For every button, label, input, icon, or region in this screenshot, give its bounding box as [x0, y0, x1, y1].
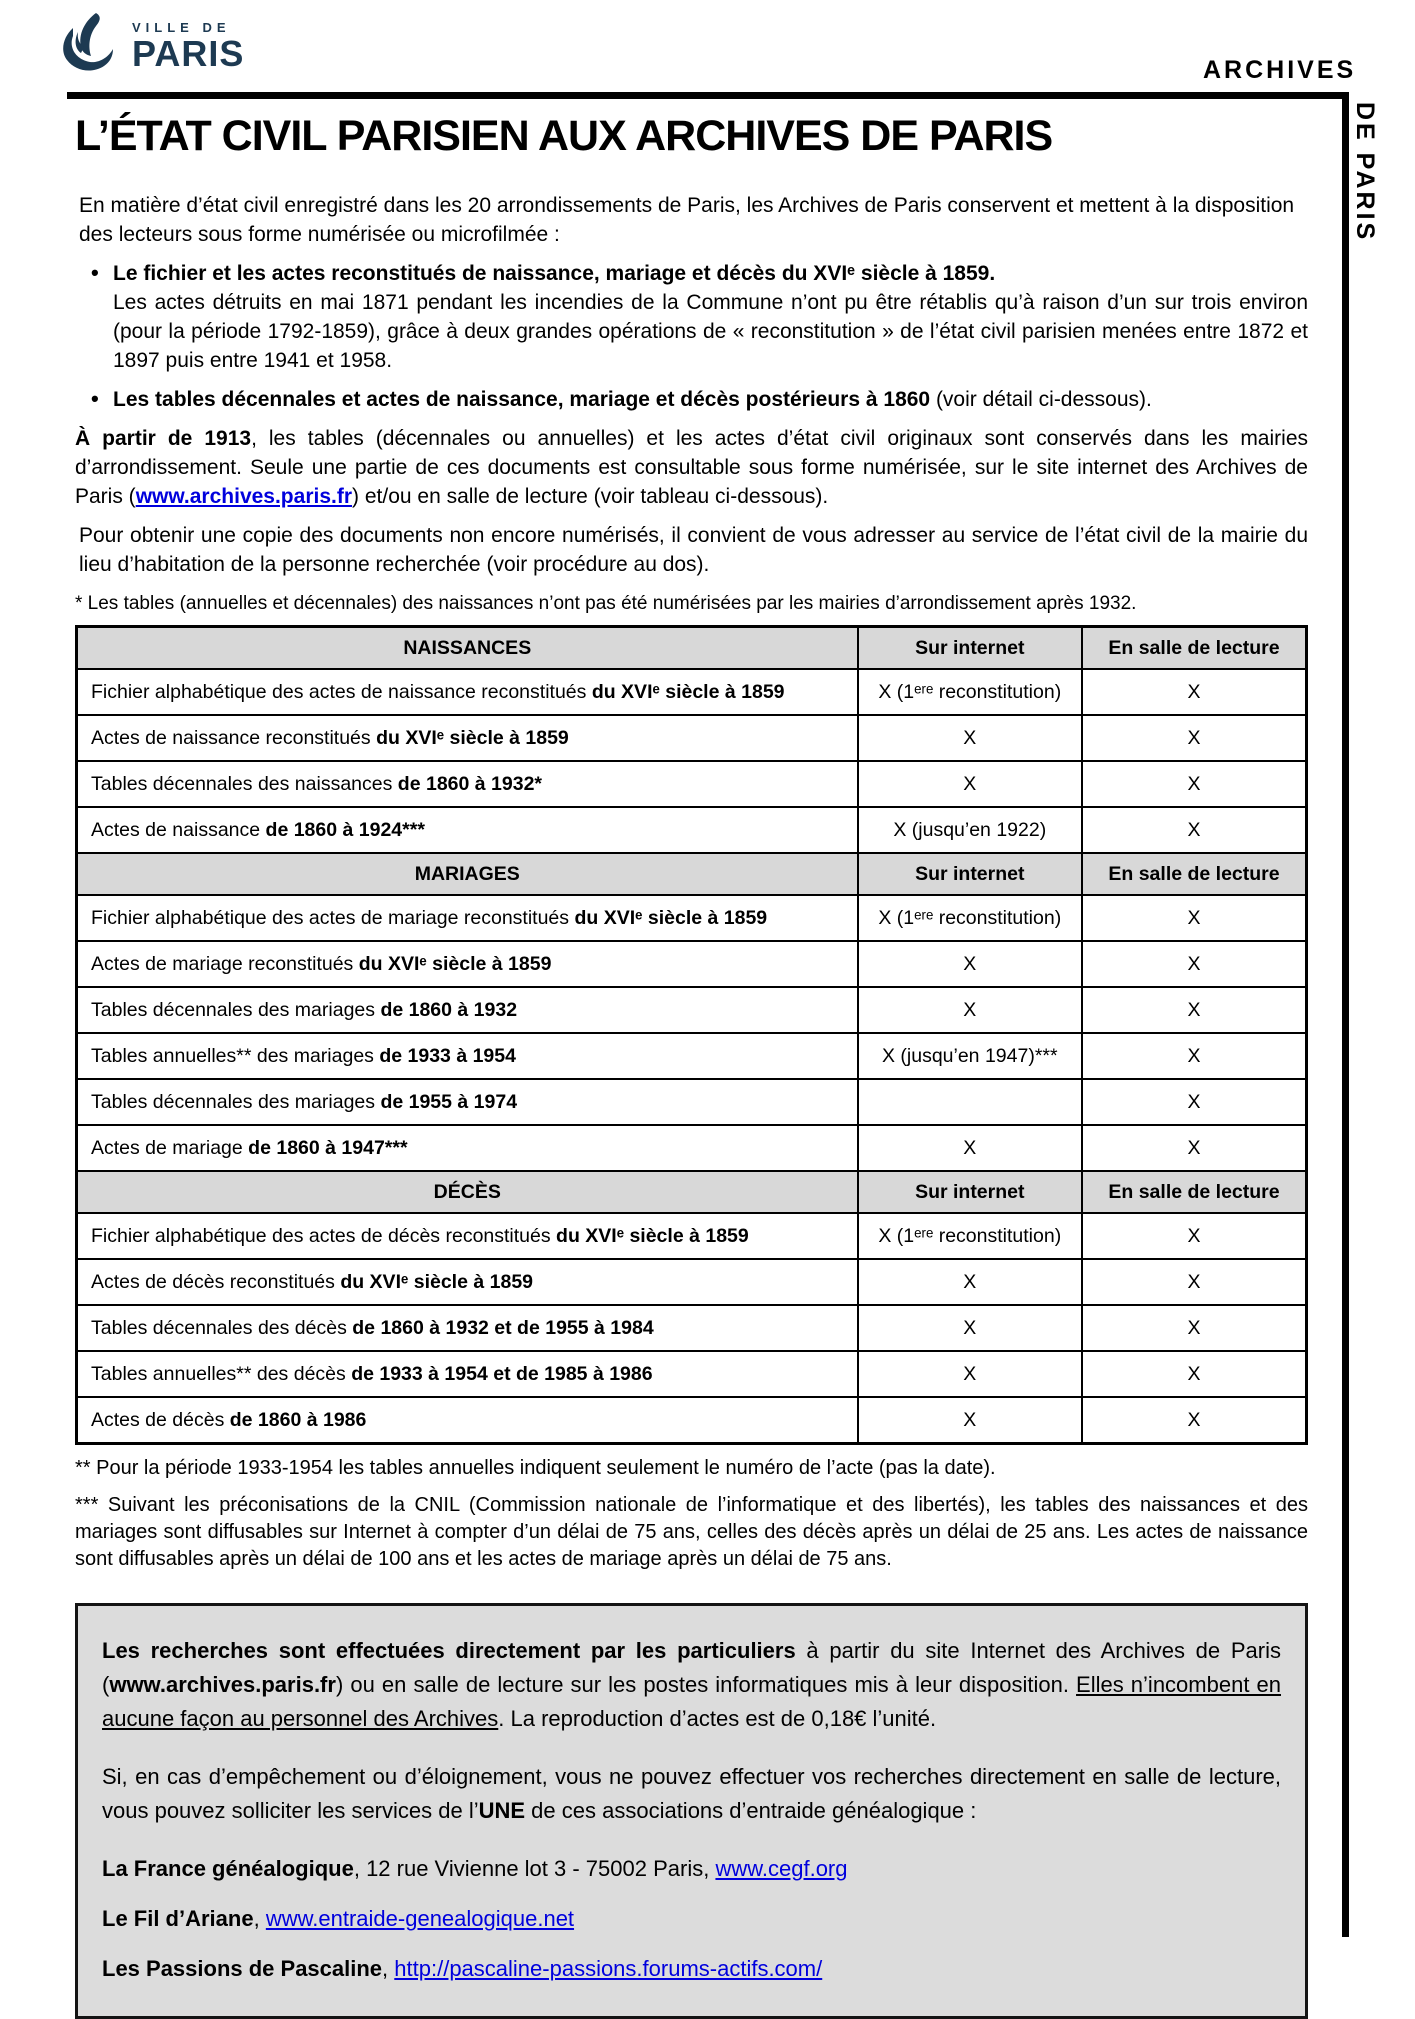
- row-label: Actes de décès reconstitués du XVIᵉ siècle à 1859: [77, 1259, 858, 1305]
- table-row: [77, 1351, 1307, 1397]
- cell-salle: X: [1082, 807, 1306, 853]
- cell-salle: X: [1082, 1305, 1306, 1351]
- info-recherches-text2: ) ou en salle de lecture sur les postes informatiques mis à leur disposition.: [335, 1672, 1077, 1697]
- cell-salle: X: [1082, 1351, 1306, 1397]
- bullet-reconstitues: [89, 259, 1308, 375]
- paragraph-1913-text-end: ) et/ou en salle de lecture (voir tableau ci-dessous).: [352, 485, 829, 508]
- cell-salle: X: [1082, 1033, 1306, 1079]
- column-header-salle: En salle de lecture: [1082, 627, 1306, 670]
- ville-de-paris-logo: [58, 12, 244, 73]
- cell-internet: X: [858, 941, 1082, 987]
- cell-salle: X: [1082, 761, 1306, 807]
- section-header-deces: [77, 1171, 1307, 1213]
- cell-salle: X: [1082, 987, 1306, 1033]
- row-label: Fichier alphabétique des actes de décès reconstitués du XVIᵉ siècle à 1859: [77, 1213, 858, 1259]
- footnote-triple-star: *** Suivant les préconisations de la CNIL (Commission nationale de l’informatique et des libertés), les tables des naissances et des mariages sont diffusables sur Internet à compter d’un délai de 75 ans, celles des décès après un délai de 25 ans. Les actes de naissance sont diffusables après un délai de 100 ans et les actes de mariage après un délai de 75 ans.: [75, 1494, 1308, 1570]
- cell-internet: X (jusqu’en 1922): [858, 807, 1082, 853]
- association-sep: ,: [382, 1956, 395, 1981]
- table-row: [77, 987, 1307, 1033]
- info-recherches-text: à partir du site Internet des Archives de Paris (: [102, 1638, 1281, 1697]
- cell-internet: X (jusqu’en 1947)***: [858, 1033, 1082, 1079]
- cell-salle: X: [1082, 1397, 1306, 1444]
- row-label: Tables annuelles** des décès de 1933 à 1954 et de 1985 à 1986: [77, 1351, 858, 1397]
- archives-paris-link[interactable]: www.archives.paris.fr: [135, 485, 353, 508]
- ville-de-paris-boat-icon: [58, 12, 122, 72]
- table-row: [77, 715, 1307, 761]
- cell-internet: X: [858, 1125, 1082, 1171]
- cell-internet: X: [858, 715, 1082, 761]
- logo-text: [132, 12, 244, 73]
- table-row: [77, 1125, 1307, 1171]
- cell-salle: X: [1082, 1079, 1306, 1125]
- info-recherches-lead: Les recherches sont effectuées directement par les particuliers: [102, 1638, 796, 1663]
- info-underline-clause: Elles n’incombent en aucune façon au personnel des Archives: [102, 1672, 1281, 1731]
- bullet-reconstitues-text: Les actes détruits en mai 1871 pendant les incendies de la Commune n’ont pu être rétablis qu’à raison d’un sur trois environ (pour la période 1792-1859), grâce à deux grandes opérations de « reconstitution » de l’état civil parisien menées entre 1872 et 1897 puis entre 1941 et 1958.: [113, 291, 1308, 372]
- cell-salle: X: [1082, 1259, 1306, 1305]
- info-box: [75, 1603, 1308, 2019]
- bullet-posterieurs-lead: Les tables décennales et actes de naissance, mariage et décès postérieurs à 1860: [113, 388, 931, 411]
- archives-wordmark: ARCHIVES: [1203, 56, 1357, 84]
- row-label: Tables décennales des mariages de 1860 à 1932: [77, 987, 858, 1033]
- table-row: [77, 1213, 1307, 1259]
- entraide-genealogique-link[interactable]: www.entraide-genealogique.net: [265, 1906, 575, 1931]
- bullet-posterieurs-text: (voir détail ci-dessous).: [930, 388, 1152, 411]
- cell-salle: X: [1082, 715, 1306, 761]
- intro-paragraph: En matière d’état civil enregistré dans les 20 arrondissements de Paris, les Archives de Paris conservent et mettent à la disposition des lecteurs sous forme numérisée ou microfilmée :: [79, 194, 1295, 246]
- logo-paris: PARIS: [132, 33, 245, 74]
- row-label: Fichier alphabétique des actes de naissance reconstitués du XVIᵉ siècle à 1859: [77, 669, 858, 715]
- cell-internet: X: [858, 1305, 1082, 1351]
- paragraph-1913: [75, 424, 1308, 511]
- cell-internet: X: [858, 1397, 1082, 1444]
- section-header-naissances: [77, 627, 1307, 670]
- table-row: [77, 1397, 1307, 1444]
- row-label: Actes de mariage reconstitués du XVIᵉ siècle à 1859: [77, 941, 858, 987]
- info-paragraph-associations: [102, 1760, 1281, 1828]
- section-header-mariages: [77, 853, 1307, 895]
- association-name: Les Passions de Pascaline: [102, 1956, 383, 1981]
- row-label: Actes de décès de 1860 à 1986: [77, 1397, 858, 1444]
- association-passions-pascaline: [102, 1952, 1281, 1986]
- table-row: [77, 895, 1307, 941]
- frame-right-rule: [1342, 92, 1349, 1937]
- cell-internet: X (1ᵉʳᵉ reconstitution): [858, 669, 1082, 715]
- row-label: Fichier alphabétique des actes de mariage reconstitués du XVIᵉ siècle à 1859: [77, 895, 858, 941]
- footnote-double-star: ** Pour la période 1933-1954 les tables annuelles indiquent seulement le numéro de l’acte (pas la date).: [75, 1457, 996, 1479]
- document-body: [75, 106, 1308, 2019]
- cell-internet: X: [858, 1351, 1082, 1397]
- association-france-genealogique: [102, 1852, 1281, 1886]
- cell-internet: X (1ᵉʳᵉ reconstitution): [858, 895, 1082, 941]
- de-paris-vertical-wordmark: DE PARIS: [1351, 102, 1379, 243]
- section-label: NAISSANCES: [77, 627, 858, 670]
- footnotes: [75, 1457, 1308, 1573]
- paragraph-1913-text: , les tables (décennales ou annuelles) et les actes d’état civil originaux sont conservés dans les mairies d’arrondissement. Seule une partie de ces documents est consultable sous forme numérisée, sur le site internet des Archives de Paris (: [75, 427, 1308, 508]
- column-header-internet: Sur internet: [858, 853, 1082, 895]
- column-header-internet: Sur internet: [858, 1171, 1082, 1213]
- section-label: MARIAGES: [77, 853, 858, 895]
- association-fil-ariane: [102, 1902, 1281, 1936]
- cell-salle: X: [1082, 895, 1306, 941]
- table-row: [77, 1079, 1307, 1125]
- table-row: [77, 1259, 1307, 1305]
- row-label: Tables décennales des décès de 1860 à 1932 et de 1955 à 1984: [77, 1305, 858, 1351]
- cell-salle: X: [1082, 1125, 1306, 1171]
- row-label: Tables décennales des naissances de 1860 à 1932*: [77, 761, 858, 807]
- cell-internet: X (1ᵉʳᵉ reconstitution): [858, 1213, 1082, 1259]
- cell-salle: X: [1082, 941, 1306, 987]
- cell-salle: X: [1082, 1213, 1306, 1259]
- cell-internet: X: [858, 1259, 1082, 1305]
- frame-top-rule: [67, 92, 1349, 99]
- bullet-reconstitues-lead: • Le fichier et les actes reconstitués de naissance, mariage et décès du XVIᵉ siècle à 1859.: [113, 262, 996, 285]
- paragraph-1913-lead: À partir de 1913: [75, 427, 252, 450]
- info-assoc-text2: de ces associations d’entraide généalogique :: [525, 1798, 977, 1823]
- cegf-link[interactable]: www.cegf.org: [715, 1856, 848, 1881]
- section-label: DÉCÈS: [77, 1171, 858, 1213]
- pascaline-passions-link[interactable]: http://pascaline-passions.forums-actifs.com/: [394, 1956, 823, 1981]
- row-label: Actes de naissance reconstitués du XVIᵉ siècle à 1859: [77, 715, 858, 761]
- cell-internet: [858, 1079, 1082, 1125]
- page-title: L’ÉTAT CIVIL PARISIEN AUX ARCHIVES DE PARIS: [75, 112, 1053, 160]
- cell-salle: X: [1082, 669, 1306, 715]
- etat-civil-table: [75, 625, 1308, 1445]
- info-site-name: www.archives.paris.fr: [109, 1672, 336, 1697]
- bullet-posterieurs: [89, 385, 1308, 414]
- info-assoc-text: Si, en cas d’empêchement ou d’éloignement, vous ne pouvez effectuer vos recherches directement en salle de lecture, vous pouvez solliciter les services de l’: [102, 1764, 1281, 1823]
- table-row: [77, 1305, 1307, 1351]
- table-row: [77, 1033, 1307, 1079]
- column-header-internet: Sur internet: [858, 627, 1082, 670]
- table-row: [77, 807, 1307, 853]
- column-header-salle: En salle de lecture: [1082, 853, 1306, 895]
- row-label: Actes de naissance de 1860 à 1924***: [77, 807, 858, 853]
- table-row: [77, 669, 1307, 715]
- paragraph-copie: Pour obtenir une copie des documents non encore numérisés, il convient de vous adresser au service de l’état civil de la mairie du lieu d’habitation de la personne recherchée (voir procédure au dos).: [79, 524, 1308, 576]
- table-row: [77, 941, 1307, 987]
- association-sep: ,: [253, 1906, 266, 1931]
- association-name: La France généalogique: [102, 1856, 354, 1881]
- logo-ville-de: VILLE DE: [132, 20, 231, 35]
- column-header-salle: En salle de lecture: [1082, 1171, 1306, 1213]
- cell-internet: X: [858, 761, 1082, 807]
- row-label: Tables décennales des mariages de 1955 à 1974: [77, 1079, 858, 1125]
- association-address: , 12 rue Vivienne lot 3 - 75002 Paris,: [353, 1856, 716, 1881]
- table-row: [77, 761, 1307, 807]
- association-name: Le Fil d’Ariane: [102, 1906, 254, 1931]
- cell-internet: X: [858, 987, 1082, 1033]
- info-paragraph-recherches: [102, 1634, 1281, 1736]
- info-une-emphasis: UNE: [478, 1798, 526, 1823]
- footnote-star: * Les tables (annuelles et décennales) des naissances n’ont pas été numérisées par les mairies d’arrondissement après 1932.: [75, 593, 1137, 614]
- info-recherches-text3: . La reproduction d’actes est de 0,18€ l’unité.: [498, 1706, 937, 1731]
- row-label: Actes de mariage de 1860 à 1947***: [77, 1125, 858, 1171]
- row-label: Tables annuelles** des mariages de 1933 à 1954: [77, 1033, 858, 1079]
